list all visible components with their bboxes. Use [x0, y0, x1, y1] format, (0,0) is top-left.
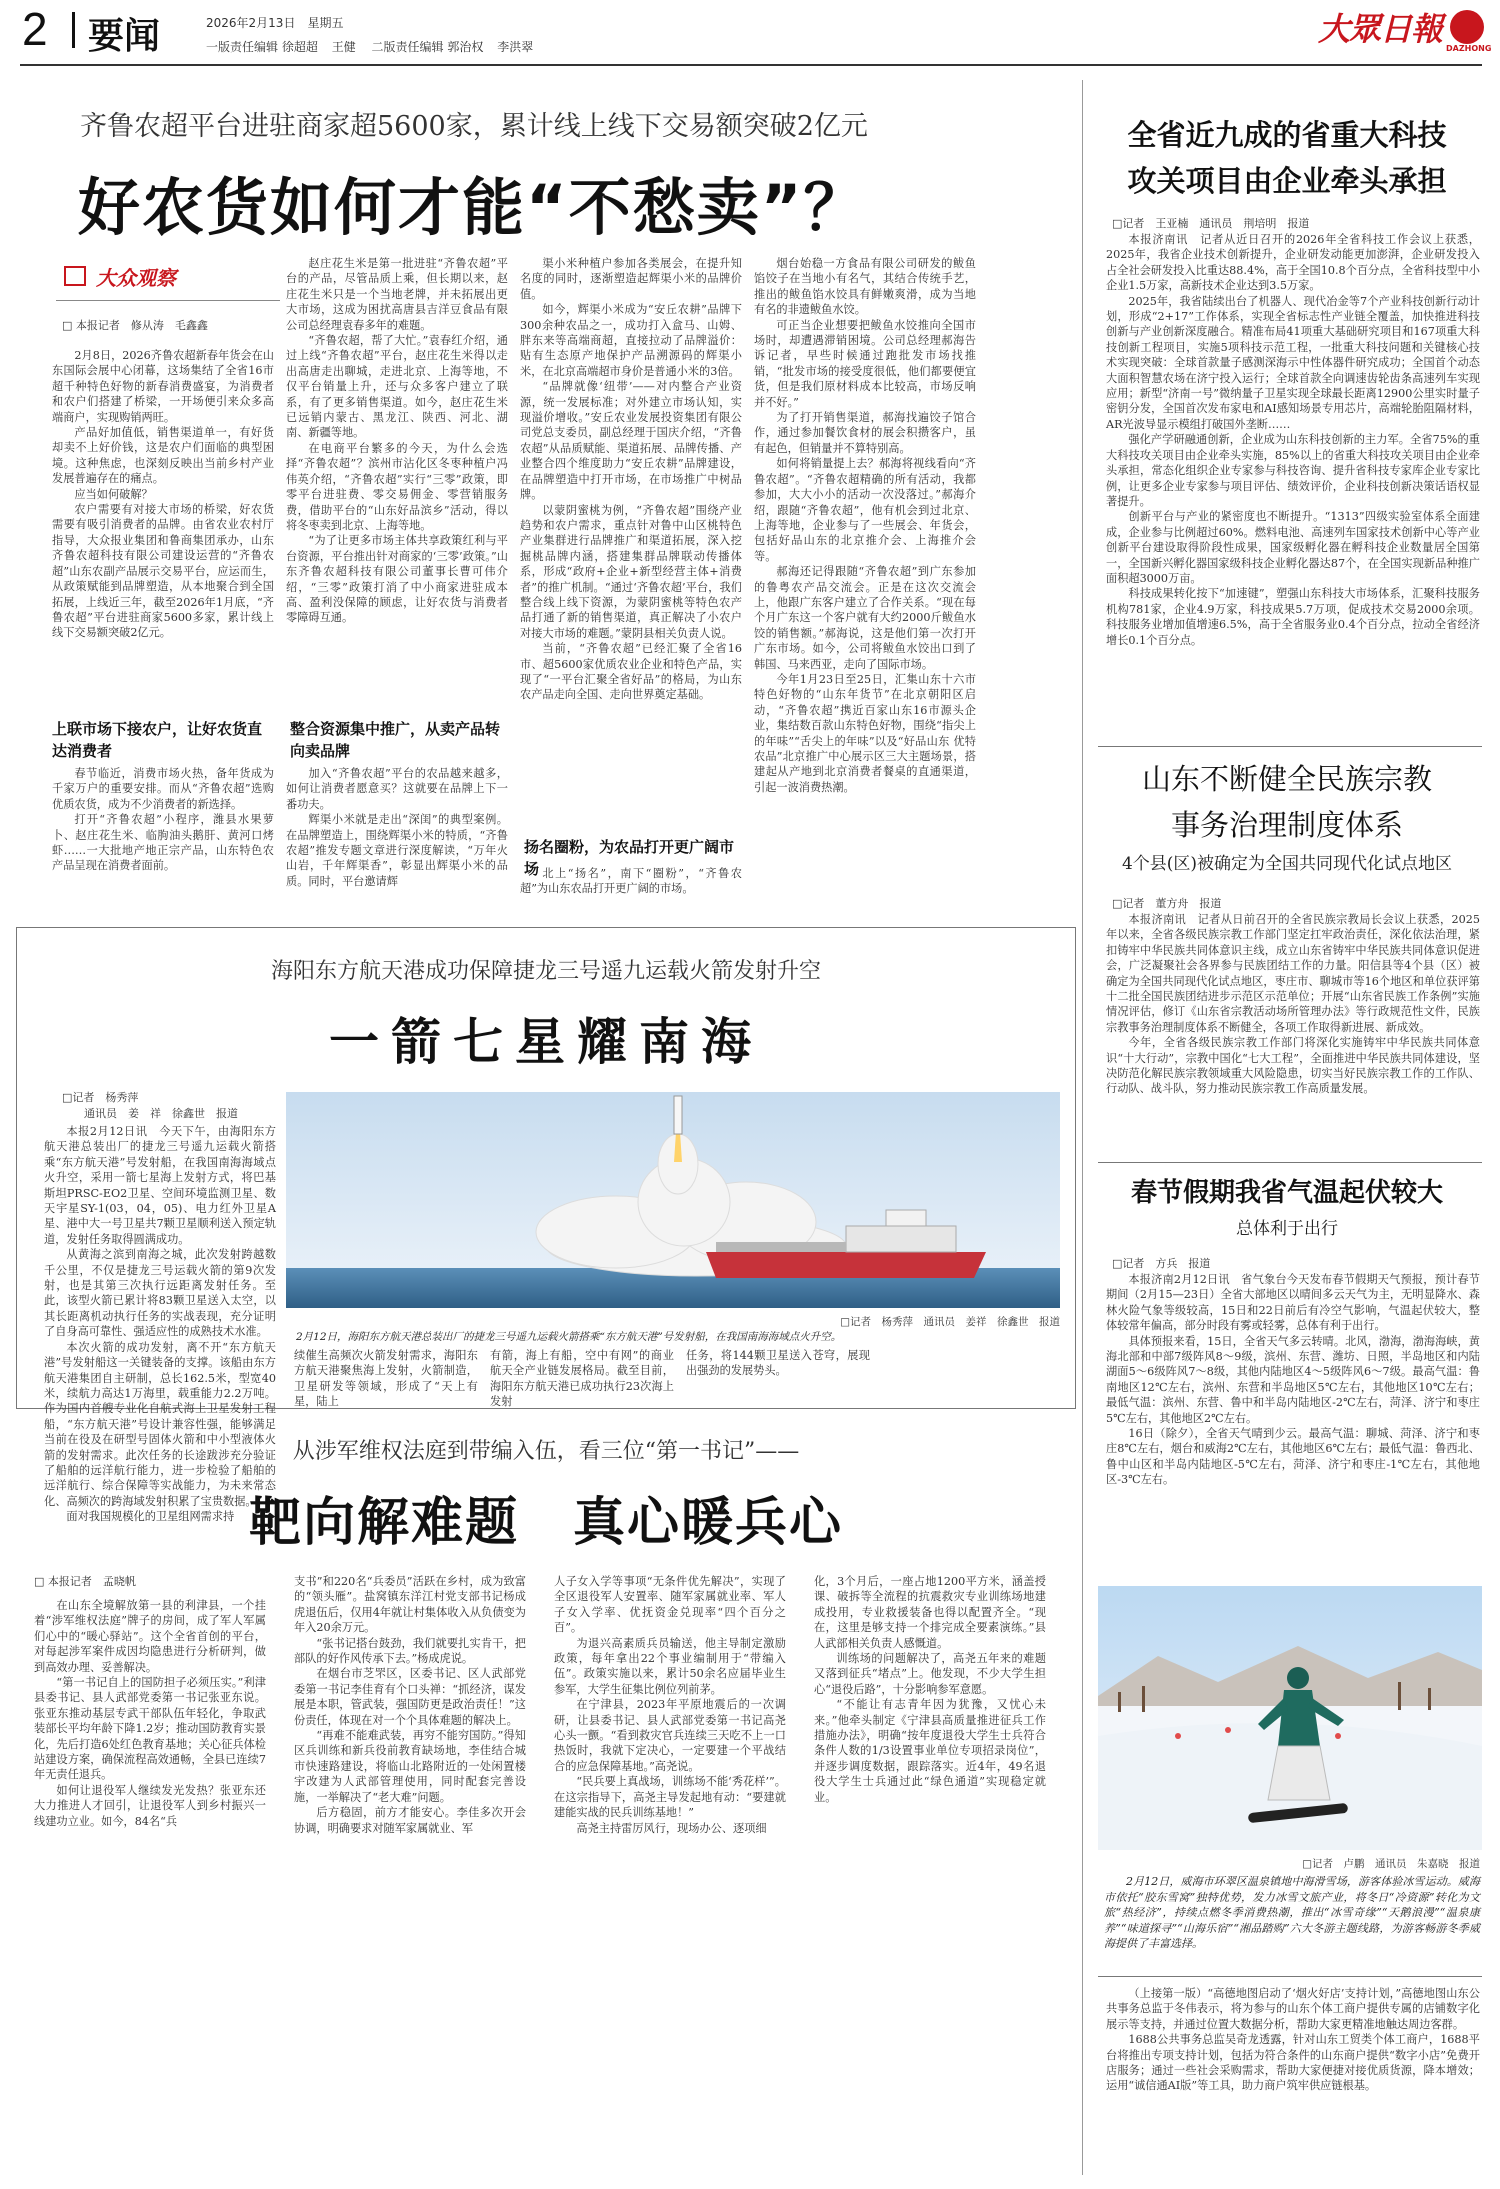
- paragraph: 高尧主持雷厉风行，现场办公、逐项细: [576, 1821, 767, 1835]
- right-story-3: [1090, 1172, 1484, 1244]
- logo-sub: DAZHONG: [1446, 44, 1492, 53]
- paragraph: 化，3个月后，一座占地1200平方米，涵盖授课、破拆等全流程的抗震救灾专业训练场地建成投用，专业救援装备也得以配置齐全。“现在，这里是够支持一个排完成全要素演练。”县人武部相关负责人感慨道。: [814, 1575, 1046, 1650]
- paragraph: 产品好加值低，销售渠道单一，有好货却卖不上好价钱，这是农户们面临的典型困境。这种焦虑，也深刻反映出当前乡村产业发展普遍存在的痛点。: [52, 426, 274, 486]
- paragraph: 如何让退役军人继续发光发热？张亚东还大力推进人才回引，让退役军人到乡村振兴一线建功立业。如今，84名“兵: [34, 1783, 266, 1828]
- soldier-headline: 靶向解难题 真心暖兵心: [248, 1493, 843, 1553]
- paragraph: 支书”和220名“兵委员”活跃在乡村，成为致富的“领头雁”。盐窝镇东洋江村党支部书记杨成虎退伍后，仅用4年就让村集体收入从负债变为年入20余万元。: [294, 1575, 526, 1635]
- paragraph: “不能让有志青年因为犹豫，又忧心未来。”他牵头制定《宁津县高质量推进征兵工作措施办法》，明确“按年度退役大学生士兵符合条件人数的1/3设置事业单位专项招录岗位”，并逐步调度数据，跟踪落实。近4年，49名退役大学生士兵通过此“绿色通道”实现稳定就业。: [814, 1698, 1046, 1804]
- column-divider: [1082, 80, 1083, 2175]
- right-story-2-byline: □记者 董方舟 报道: [1112, 897, 1222, 910]
- editors-line: [206, 38, 533, 55]
- lead-subhead-1: 上联市场下接农户，让好农货直达消费者: [52, 720, 263, 760]
- rocket-below-2: [490, 1348, 674, 1409]
- soldier-column-3: [554, 1574, 786, 2174]
- paragraph: 具体预报来看，15日，全省天气多云转晴。北风，渤海，渤海海峡，黄海北部和中部7级阵风8～9级，滨州、东营、潍坊、日照，半岛地区和内陆湖面5～6级阵风7～8级，其他内陆地区4～5级阵风6～7级。最高气温：鲁南地区12℃左右，滨州、东营和半岛地区5℃左右，其他地区10℃左右；最低气温：滨州、东营、鲁中和半岛内陆地区-2℃左右，菏泽、济宁和枣庄5℃左右，其他地区2℃左右。: [1106, 1334, 1480, 1425]
- paragraph: 后方稳固，前方才能安心。李佳多次开会协调，明确要求对随军家属就业、军: [294, 1806, 526, 1835]
- paragraph: 春节临近，消费市场火热，备年货成为千家万户的重要安排。而从“齐鲁农超”选购优质农货，成为不少消费者的新选择。: [52, 767, 274, 811]
- paragraph: “民兵要上真战场，训练场不能‘秀花样’”。在这宗指导下，高尧主导发起地有动：“要建就建能实战的民兵训练基地！”: [554, 1775, 786, 1820]
- soldier-byline: □ 本报记者 孟晓帆: [34, 1575, 136, 1588]
- paragraph: 以蒙阴蜜桃为例，“齐鲁农超”围绕产业趋势和农户需求，重点针对鲁中山区桃特色产业集群进行品牌推广和渠道拓展，深入挖掘桃品牌内涵，搭建集群品牌联动传播体系，形成“政府+企业+新型经营主体+消费者”的推广机制。“通过‘齐鲁农超’平台，我们整合线上线下资源，为蒙阴蜜桃等特色农产品打通了新的销售渠道，真正解决了小农户对接大市场的难题。”蒙阴县相关负责人说。: [520, 503, 742, 640]
- rocket-below-3: [686, 1348, 870, 1400]
- section-rule: [1098, 746, 1482, 747]
- rocket-photo-caption: 2月12日，海阳东方航天港总装出厂的捷龙三号遥九运载火箭搭乘“东方航天港”号发射船，在我国南海海域点火升空。: [296, 1331, 842, 1343]
- paragraph: 应当如何破解？: [74, 487, 153, 501]
- story-headline: 攻关项目由企业牵头承担: [1127, 164, 1447, 198]
- paragraph: 在山东全境解放第一县的利津县，一个挂着“涉军维权法庭”牌子的房间，成了军人军属们心中的“暖心驿站”。这个全省首创的平台，对每起涉军案件成因均隐患进行分析研判，做到高效办理、妥善解决。: [34, 1599, 266, 1674]
- lead-byline: □ 本报记者 修从涛 毛鑫鑫: [62, 319, 208, 332]
- rocket-below-1: [294, 1348, 478, 1409]
- lead-column-1b: [52, 766, 274, 898]
- paragraph: 当前，“齐鲁农超”已经汇聚了全省16市、超5600家优质农业企业和特色产品，实现了“一平台汇聚全省好品”的格局，为山东农产品走向全国、走向世界奠定基础。: [520, 642, 742, 702]
- paragraph: “齐鲁农超，帮了大忙。”袁春红介绍，通过上线“齐鲁农超”平台，赵庄花生米得以走出高唐走出聊城，走进北京、上海等地，不仅平台销量上升，还与众多客户建立了联系，有了更多销售渠道。如今，赵庄花生米已远销内蒙古、黑龙江、陕西、河北、湖南、新疆等地。: [286, 334, 508, 440]
- rocket-byline: [62, 1090, 272, 1122]
- paragraph: “第一书记自上的国防担子必须压实。”利津县委书记、县人武部党委第一书记张亚东说。张亚东推动基层专武干部队伍年轻化，争取武装部长平均年龄下降1.2岁；推动国防教育实景化，先后打造6处红色教育基地；关心征兵体检站建设方案，确保流程高效通畅，全县已连续7年无责任退兵。: [34, 1676, 266, 1782]
- dazhong-observe-badge: [64, 262, 224, 292]
- paragraph: 为退兴高素质兵员输送，他主导制定激励政策，每年拿出22个事业编制用于“带编入伍”。政策实施以来，累计50余名应届毕业生参军，大学生征集比例位列前茅。: [554, 1636, 786, 1696]
- rocket-headline: 一箭七星耀南海: [329, 1012, 763, 1071]
- byline-line: 通讯员 姜 祥 徐鑫世 报道: [84, 1107, 238, 1120]
- ski-photo: [1098, 1586, 1482, 1850]
- paragraph: 加入“齐鲁农超”平台的农品越来越多，如何让消费者愿意买？这就要在品牌上下一番功夫。: [286, 767, 508, 811]
- masthead-rule: [20, 64, 1482, 66]
- right-story-1-body: [1106, 232, 1480, 742]
- paragraph: 本报2月12日讯 今天下午，由海阳东方航天港总装出厂的捷龙三号遥九运载火箭搭乘“东方航天港”号发射船，在我国南海海域点火升空，采用一箭七星海上发射方式，将巴基斯坦PRSC-EO2卫星、空间环境监测卫星、数天宇星SY-1(03，04，05)、电力红外卫星A星、港中大一号卫星共7颗卫星顺利送入预定轨道，发射任务取得圆满成功。: [44, 1125, 276, 1246]
- masthead: [0, 0, 1500, 64]
- editor-role: 一版责任编辑: [206, 40, 279, 54]
- soldier-column-4: [814, 1574, 1046, 2174]
- editor-name: 郭治权: [447, 40, 484, 54]
- paragraph: 农户需要有对接大市场的桥梁，好农货需要有吸引消费者的品牌。由省农业农村厅指导，大众报业集团和鲁商集团承办，山东齐鲁农超科技有限公司建设运营的“齐鲁农超”山东农副产品展示交易平台，应运而生，从政策赋能到品牌塑造，从本地聚合到全国拓展，上线近三年，截至2026年1月底，“齐鲁农超”平台进驻商家5600多家，累计线上线下交易额突破2亿元。: [52, 503, 274, 640]
- bottom-right-continuation: [1106, 1986, 1480, 2176]
- paragraph: 本报济南2月12日讯 省气象台今天发布春节假期天气预报，预计春节期间（2月15—23日）全省大部地区以晴间多云天气为主，无明显降水、森林火险气象等级较高，15日和22日前后有冷空气影响，气温起伏较大，整体较常年偏高，部分时段有雾或轻雾，总体有利于出行。: [1106, 1273, 1480, 1333]
- paragraph: 赵庄花生米是第一批进驻“齐鲁农超”平台的产品，尽管品质上乘，但长期以来，赵庄花生米只是一个当地老牌，并未拓展出更大市场，这成为困扰高唐县吉洋豆食品有限公司总经理袁春多年的难题。: [286, 257, 508, 332]
- lead-kicker: 齐鲁农超平台进驻商家超5600家，累计线上线下交易额突破2亿元: [80, 111, 868, 142]
- ski-photo-caption: 2月12日，威海市环翠区温泉镇地中海滑雪场，游客体验冰雪运动。威海市依托“胶东雪窝”独特优势，发力冰雪文旅产业，将冬日“冷资源”转化为文旅“热经济”，持续点燃冬季消费热潮，推出“冰雪奇缘”“天鹅浪漫”“温泉康养”“味道探寻”“山海乐宿”“湘品踏购”六大冬游主题线路，为游客畅游冬季威海提供了丰富选择。: [1104, 1875, 1480, 1950]
- issue-date: 2026年2月13日 星期五: [206, 16, 344, 30]
- paragraph: 强化产学研融通创新，企业成为山东科技创新的主力军。全省75%的重大科技攻关项目由企业牵头实施，85%以上的省重大科技攻关项目由企业牵头承担，常态化组织企业专家参与科技咨询、提升省科技专家库企业专家比例，让更多企业专家参与项目评估、绩效评价，企业科技创新决策话语权显著提升。: [1106, 433, 1480, 508]
- byline-line: □记者 杨秀萍: [62, 1091, 139, 1104]
- paragraph: 人子女入学等事项“无条件优先解决”，实现了全区退役军人安置率、随军家属就业率、军人子女入学率、优抚资金兑现率“四个百分之百”。: [554, 1575, 786, 1635]
- paragraph: 1688公共事务总监吴奇龙透露，针对山东工贸类个体工商户，1688平台将推出专项支持计划，包括为符合条件的山东商户提供“数字小店”免费开店服务；通过一些社会采购需求，帮助大家便捷对接优质货源，降本增效；运用“诚信通AI版”等工具，助力商户筑牢供应链根基。: [1106, 2033, 1480, 2093]
- story-headline: 山东不断健全民族宗教: [1141, 762, 1432, 796]
- right-story-1: [1090, 112, 1484, 204]
- paragraph: 烟台始稳一方食品有限公司研发的鲅鱼馅饺子在当地小有名气，其结合传统手艺，推出的鲅鱼馅水饺具有鲜嫩爽滑，成为当地有名的非遗鲅鱼水饺。: [754, 257, 976, 317]
- lead-subhead-2: 整合资源集中推广，从卖产品转向卖品牌: [290, 720, 501, 760]
- paragraph: 可正当企业想要把鲅鱼水饺推向全国市场时，却遭遇滞销困境。公司总经理郝海告诉记者，早些时候通过跑批发市场找推销，“批发市场的接受度很低，他们都要便宜货，但是我们原材料成本比较高，市场反响并不好。”: [754, 318, 976, 409]
- paragraph: 本报济南讯 记者从近日召开的2026年全省科技工作会议上获悉，2025年，我省企业技术创新提升，企业研发动能更加澎湃，企业研发投入占全社会研发投入比重达88.4%，高于全国10.8个百分点，全省科技型中小企业1.5万家，高新技术企业达到3.5万家。: [1106, 233, 1480, 293]
- rocket-photo-credit: □记者 杨秀萍 通讯员 姜祥 徐鑫世 报道: [840, 1316, 1060, 1328]
- ski-photo-illustration: [1098, 1586, 1482, 1850]
- paragraph: 本次火箭的成功发射，离不开“东方航天港”号发射船这一关键装备的支撑。该船由东方航天港集团自主研制，总长162.5米，型宽40米，续航力高达1万海里，载重能力2.2万吨。作为国内首艘专业化自航式海上卫星发射工程船，“东方航天港”号设计兼容性强，能够满足当前在役及在研型号固体火箭和中小型液体火箭的发射需求。此次任务的长途跋涉充分验证了船舶的远洋航行能力，进一步检验了船舶的远洋航行、综合保障等实战能力，为未来常态化、高频次的跨海域发射积累了宝贵数据。: [44, 1340, 276, 1508]
- right-story-2-body: [1106, 912, 1480, 1182]
- paragraph: “为了让更多市场主体共享政策红利与平台资源，平台推出针对商家的‘三零’政策。”山东齐鲁农超科技有限公司董事长曹可伟介绍，“三零”政策打消了中小商家进驻成本高、盈利没保障的顾虑，让好农货与消费者零障碍互通。: [286, 534, 508, 625]
- badge-rule: [56, 300, 280, 301]
- paragraph: 科技成果转化按下“加速键”，塑强山东科技大市场体系，汇聚科技服务机构781家，企业4.9万家，科技成果5.7万项，促成技术交易2000余项。科技服务业增加值增速6.5%，高于全省服务业0.4个百分点，拉动全省经济增长0.1个百分点。: [1106, 587, 1480, 647]
- lead-column-3: [520, 256, 742, 828]
- logo-circle-icon: [1450, 10, 1484, 44]
- logo-text: 大眾日報: [1318, 10, 1443, 48]
- section-rule: [1098, 1162, 1482, 1163]
- paragraph: 2月8日，2026齐鲁农超新春年货会在山东国际会展中心闭幕，这场集结了全省16市超千种特色好物的新春消费盛宴，为消费者和农户们搭建了桥梁，一开场便引来众多高端商户，实现购销两旺。: [52, 349, 274, 424]
- lead-subhead-3: 扬名圈粉，为农品打开更广阔市场: [524, 838, 735, 878]
- rocket-photo: [286, 1092, 1060, 1308]
- lead-column-4: [754, 256, 976, 900]
- page-number: 2: [22, 3, 48, 55]
- newspaper-icon: [64, 266, 86, 286]
- story-headline: 全省近九成的省重大科技: [1127, 118, 1447, 152]
- masthead-divider: [72, 12, 75, 48]
- paragraph: 今年1月23日至25日，汇集山东十六市特色好物的“山东年货节”在北京朝阳区启动，“齐鲁农超”携近百家山东16市源头企业，集结数百款山东特色好物，围绕“指尖上的年味”“舌尖上的年味”以及“好品山东 优特农品”北京推广中心展示区三大主题场景，搭建起从产地到北京消费者餐桌的直通渠道，引起一波消费热潮。: [754, 672, 976, 794]
- paragraph: 16日（除夕），全省天气晴到少云。最高气温：聊城、菏泽、济宁和枣庄8℃左右，烟台和威海2℃左右，其他地区6℃左右；最低气温：鲁西北、鲁中山区和半岛内陆地区-5℃左右，菏泽、济宁和枣庄-1℃左右，其他地区-3℃左右。: [1106, 1427, 1480, 1487]
- newspaper-logo: [1318, 4, 1492, 58]
- paragraph: 本报济南讯 记者从日前召开的全省民族宗教局长会议上获悉，2025年以来，全省各级民族宗教工作部门坚定扛牢政治责任，深化依法治理，紧扣铸牢中华民族共同体意识主线，成立山东省铸牢中华民族共同体意识促进会，广泛凝聚社会各界参与民族团结工作的力量。阳信县等4个县（区）被确定为全国共同现代化试点地区，枣庄市、聊城市等16个地区和单位获评第十二批全国民族团结进步示范区示范单位；开展“山东省民族工作条例”实施情况评估，修订《山东省宗教活动场所管理办法》等行政规范性文件，民族宗教事务治理制度体系不断健全，各项工作取得新进展、新成效。: [1106, 913, 1480, 1034]
- rocket-column-1: [44, 1124, 276, 1524]
- badge-text: 大众观察: [96, 266, 176, 290]
- paragraph: 训练场的问题解决了，高尧五年来的难题又落到征兵“堵点”上。他发现，不少大学生担心“退役后路”，十分影响参军意愿。: [814, 1652, 1046, 1696]
- paragraph: 辉渠小米就是走出“深闺”的典型案例。在品牌塑造上，围绕辉渠小米的特质，“齐鲁农超”推发专题文章进行深度解读，“万年火山岩，千年辉渠香”，彰显出辉渠小米的品质。同时，平台邀请辉: [286, 813, 508, 888]
- paragraph: 2025年，我省陆续出台了机器人、现代冶金等7个产业科技创新行动计划，形成“2+17”工作体系，实现全省标志性产业链全覆盖，加快推进科技创新与产业创新深度融合。精准布局41项重大基础研究项目和167项重大科技创新工程项目，实施5项科技示范工程，一批重大科技问题和关键核心技术实现突破：全球首款量子感测深海示中性体器件研究成功；全国首个动态大面积智慧农场在济宁投入运行；全球首款全向调速齿轮齿条高速列车实现应用；新型“济南一号”微纳量子卫星实现全球最长距离12900公里实时量子密钥分发，全国首次发布家电和AI感知场景专用芯片，高端轮胎阻隔材料，AR光波导显示模组打破国外垄断……: [1106, 294, 1480, 431]
- paragraph: 从黄海之滨到南海之城，此次发射跨越数千公里，不仅是捷龙三号运载火箭的第9次发射，也是其第三次执行远距离发射任务。至此，该型火箭已累计将83颗卫星送入太空，以其长距离机动执行任务的实战表现，充分证明了自身高可靠性、强适应性的成熟技术水准。: [44, 1248, 276, 1339]
- right-story-1-byline: □记者 王亚楠 通讯员 荆培明 报道: [1112, 217, 1310, 230]
- paragraph: 今年，全省各级民族宗教工作部门将深化实施铸牢中华民族共同体意识“十大行动”，宗教中国化“七大工程”，全面推进中华民族共同体建设，坚决防范化解民族宗教领域重大风险隐患，切实当好民族宗教工作的工作队、行动队、战斗队，努力推动民族宗教工作高质量发展。: [1106, 1036, 1480, 1096]
- story-headline: 春节假期我省气温起伏较大: [1130, 1178, 1443, 1208]
- story-subhead: 4个县(区)被确定为全国共同现代化试点地区: [1121, 854, 1453, 874]
- lead-column-2: [286, 256, 508, 708]
- paragraph: 北上“扬名”，南下“圈粉”，“齐鲁农超”为山东农品打开更广阔的市场。: [520, 867, 742, 896]
- ski-photo-credit: □记者 卢鹏 通讯员 朱嘉晓 报道: [1302, 1858, 1480, 1870]
- rocket-launch-illustration: [286, 1092, 1060, 1308]
- paragraph: “品牌就像‘纽带’——对内整合产业资源，统一发展标准；对外建立市场认知，实现溢价增收。”安丘农业发展投资集团有限公司党总支委员，副总经理于国庆介绍，“齐鲁农超”从品质赋能、渠道拓展、品牌传播、产业整合四个维度助力“安丘农耕”品牌建设，在品牌塑造中打开市场，在市场推广中树品牌。: [520, 380, 742, 502]
- paragraph: 面对我国规模化的卫星组网需求持: [66, 1510, 235, 1524]
- right-story-2: [1090, 756, 1484, 880]
- paragraph: （上接第一版）“高德地图启动了‘烟火好店’支持计划，”高德地图山东公共事务总监于冬伟表示，将为参与的山东个体工商户提供专属的店铺数字化展示等支持，并通过位置大数据分析，帮助大家更精准地触达周边客群。: [1106, 1987, 1480, 2031]
- paragraph: 郝海还记得跟随“齐鲁农超”到广东参加的鲁粤农产品交流会。正是在这次交流会上，他跟广东客户建立了合作关系。“现在每个月广东这一个客户就有大约2000斤鲅鱼水饺的销售额。”郝海说，这是他们第一次打开广东市场。如今，公司将鲅鱼水饺出口到了韩国、马来西亚，走向了国际市场。: [754, 565, 976, 671]
- paragraph: 在电商平台繁多的今天，为什么会选择“齐鲁农超”？滨州市沾化区冬枣种植户冯伟英介绍，“齐鲁农超”实行“三零”政策，即零平台进驻费、零交易佣金、零营销服务费，借助平台的“山东好品滨乡”活动，得以将冬枣卖到北京、上海等地。: [286, 441, 508, 532]
- editor-name: 王健: [331, 40, 356, 54]
- section-rule: [1098, 1976, 1482, 1977]
- paragraph: “再难不能难武装，再穷不能穷国防。”得知区兵训练和新兵役前教育缺场地，李佳结合城市快速路建设，将临山北路附近的一处闲置楼宇改建为人武部管理使用，同时配套完善设施，一举解决了“老大难”问题。: [294, 1729, 526, 1804]
- rocket-kicker: 海阳东方航天港成功保障捷龙三号遥九运载火箭发射升空: [270, 959, 821, 984]
- paragraph: 有箭，海上有船，空中有网”的商业航天全产业链发展格局。截至目前，海阳东方航天港已成功执行23次海上发射: [490, 1349, 674, 1409]
- editor-name: 李洪翠: [497, 40, 534, 54]
- soldier-column-2: [294, 1574, 526, 2174]
- soldier-kicker: 从涉军维权法庭到带编入伍，看三位“第一书记”——: [292, 1439, 800, 1464]
- lead-column-3b: [520, 866, 742, 898]
- story-headline: 事务治理制度体系: [1170, 808, 1403, 842]
- right-story-3-body: [1106, 1272, 1480, 1578]
- editor-role: 二版责任编辑: [371, 40, 444, 54]
- paragraph: 为了打开销售渠道，郝海找遍饺子馆合作，通过参加餐饮食材的展会积攒客户，虽有起色，但销量并不算特别高。: [754, 411, 976, 455]
- editor-name: 徐超超: [281, 40, 318, 54]
- paragraph: 如何将销量提上去？郝海将视线看向“齐鲁农超”。“齐鲁农超精确的所有活动，我都参加，大大小小的活动一次没落过。”郝海介绍，跟随“齐鲁农超”，他有机会到过北京、上海等地，企业参与了一些展会、年货会，包括好品山东的北京推介会、上海推介会等。: [754, 457, 976, 563]
- paragraph: 打开“齐鲁农超”小程序，潍县水果萝卜、赵庄花生米、临朐油头鹅肝、黄河口烤虾……一大批地产地正宗产品，山东特色农产品呈现在消费者面前。: [52, 813, 274, 873]
- paragraph: 续催生高频次火箭发射需求，海阳东方航天港聚焦海上发射，火箭制造，卫星研发等领域，形成了“天上有星，陆上: [294, 1349, 478, 1409]
- right-story-3-byline: □记者 方兵 报道: [1112, 1257, 1211, 1270]
- paragraph: 创新平台与产业的紧密度也不断提升。“1313”四级实验室体系全面建成，企业参与比例超过60%。燃料电池、高速列车国家技术创新中心等产业创新平台建设取得阶段性成果，国家级孵化器在孵科技企业数量居全国第一，全国新兴孵化器国家级科技企业孵化器达87个，在全国实现新品种推广面积超3000万亩。: [1106, 510, 1480, 585]
- lead-column-1: [52, 348, 274, 708]
- paragraph: 任务，将144颗卫星送入苍穹，展现出强劲的发展势头。: [686, 1349, 870, 1378]
- paragraph: 如今，辉渠小米成为“安丘农耕”品牌下300余种农品之一，成功打入盒马、山姆、胖东来等高端商超，直接拉动了品牌溢价：贴有生态原产地保护产品溯源码的辉渠小米，在北京高端超市身价是普通小米的3倍。: [520, 303, 742, 378]
- paragraph: 渠小米种植户参加各类展会，在提升知名度的同时，逐渐塑造起辉渠小米的品牌价值。: [520, 257, 742, 301]
- section-name: 要闻: [88, 16, 161, 57]
- paragraph: 在宁津县，2023年平原地震后的一次调研，让县委书记、县人武部党委第一书记高尧心头一颤。“看到救灾官兵连续三天吃不上一口热饭时，我就下定决心，一定要建一个平战结合的应急保障基地。”高尧说。: [554, 1698, 786, 1773]
- paragraph: “张书记搭台鼓劲，我们就要扎实肯干，把部队的好作风传承下去。”杨成虎说。: [294, 1636, 526, 1666]
- soldier-column-1: [34, 1598, 266, 2174]
- lead-headline: 好农货如何才能“不愁卖”？: [78, 171, 868, 244]
- paragraph: 在烟台市芝罘区，区委书记、区人武部党委第一书记李佳育有个口头禅：“抓经济，谋发展是本职，管武装，强国防更是政治责任！”这份责任，体现在对一个个具体难题的解决上。: [294, 1667, 526, 1727]
- lead-column-2b: [286, 766, 508, 898]
- story-subhead: 总体利于出行: [1236, 1219, 1338, 1239]
